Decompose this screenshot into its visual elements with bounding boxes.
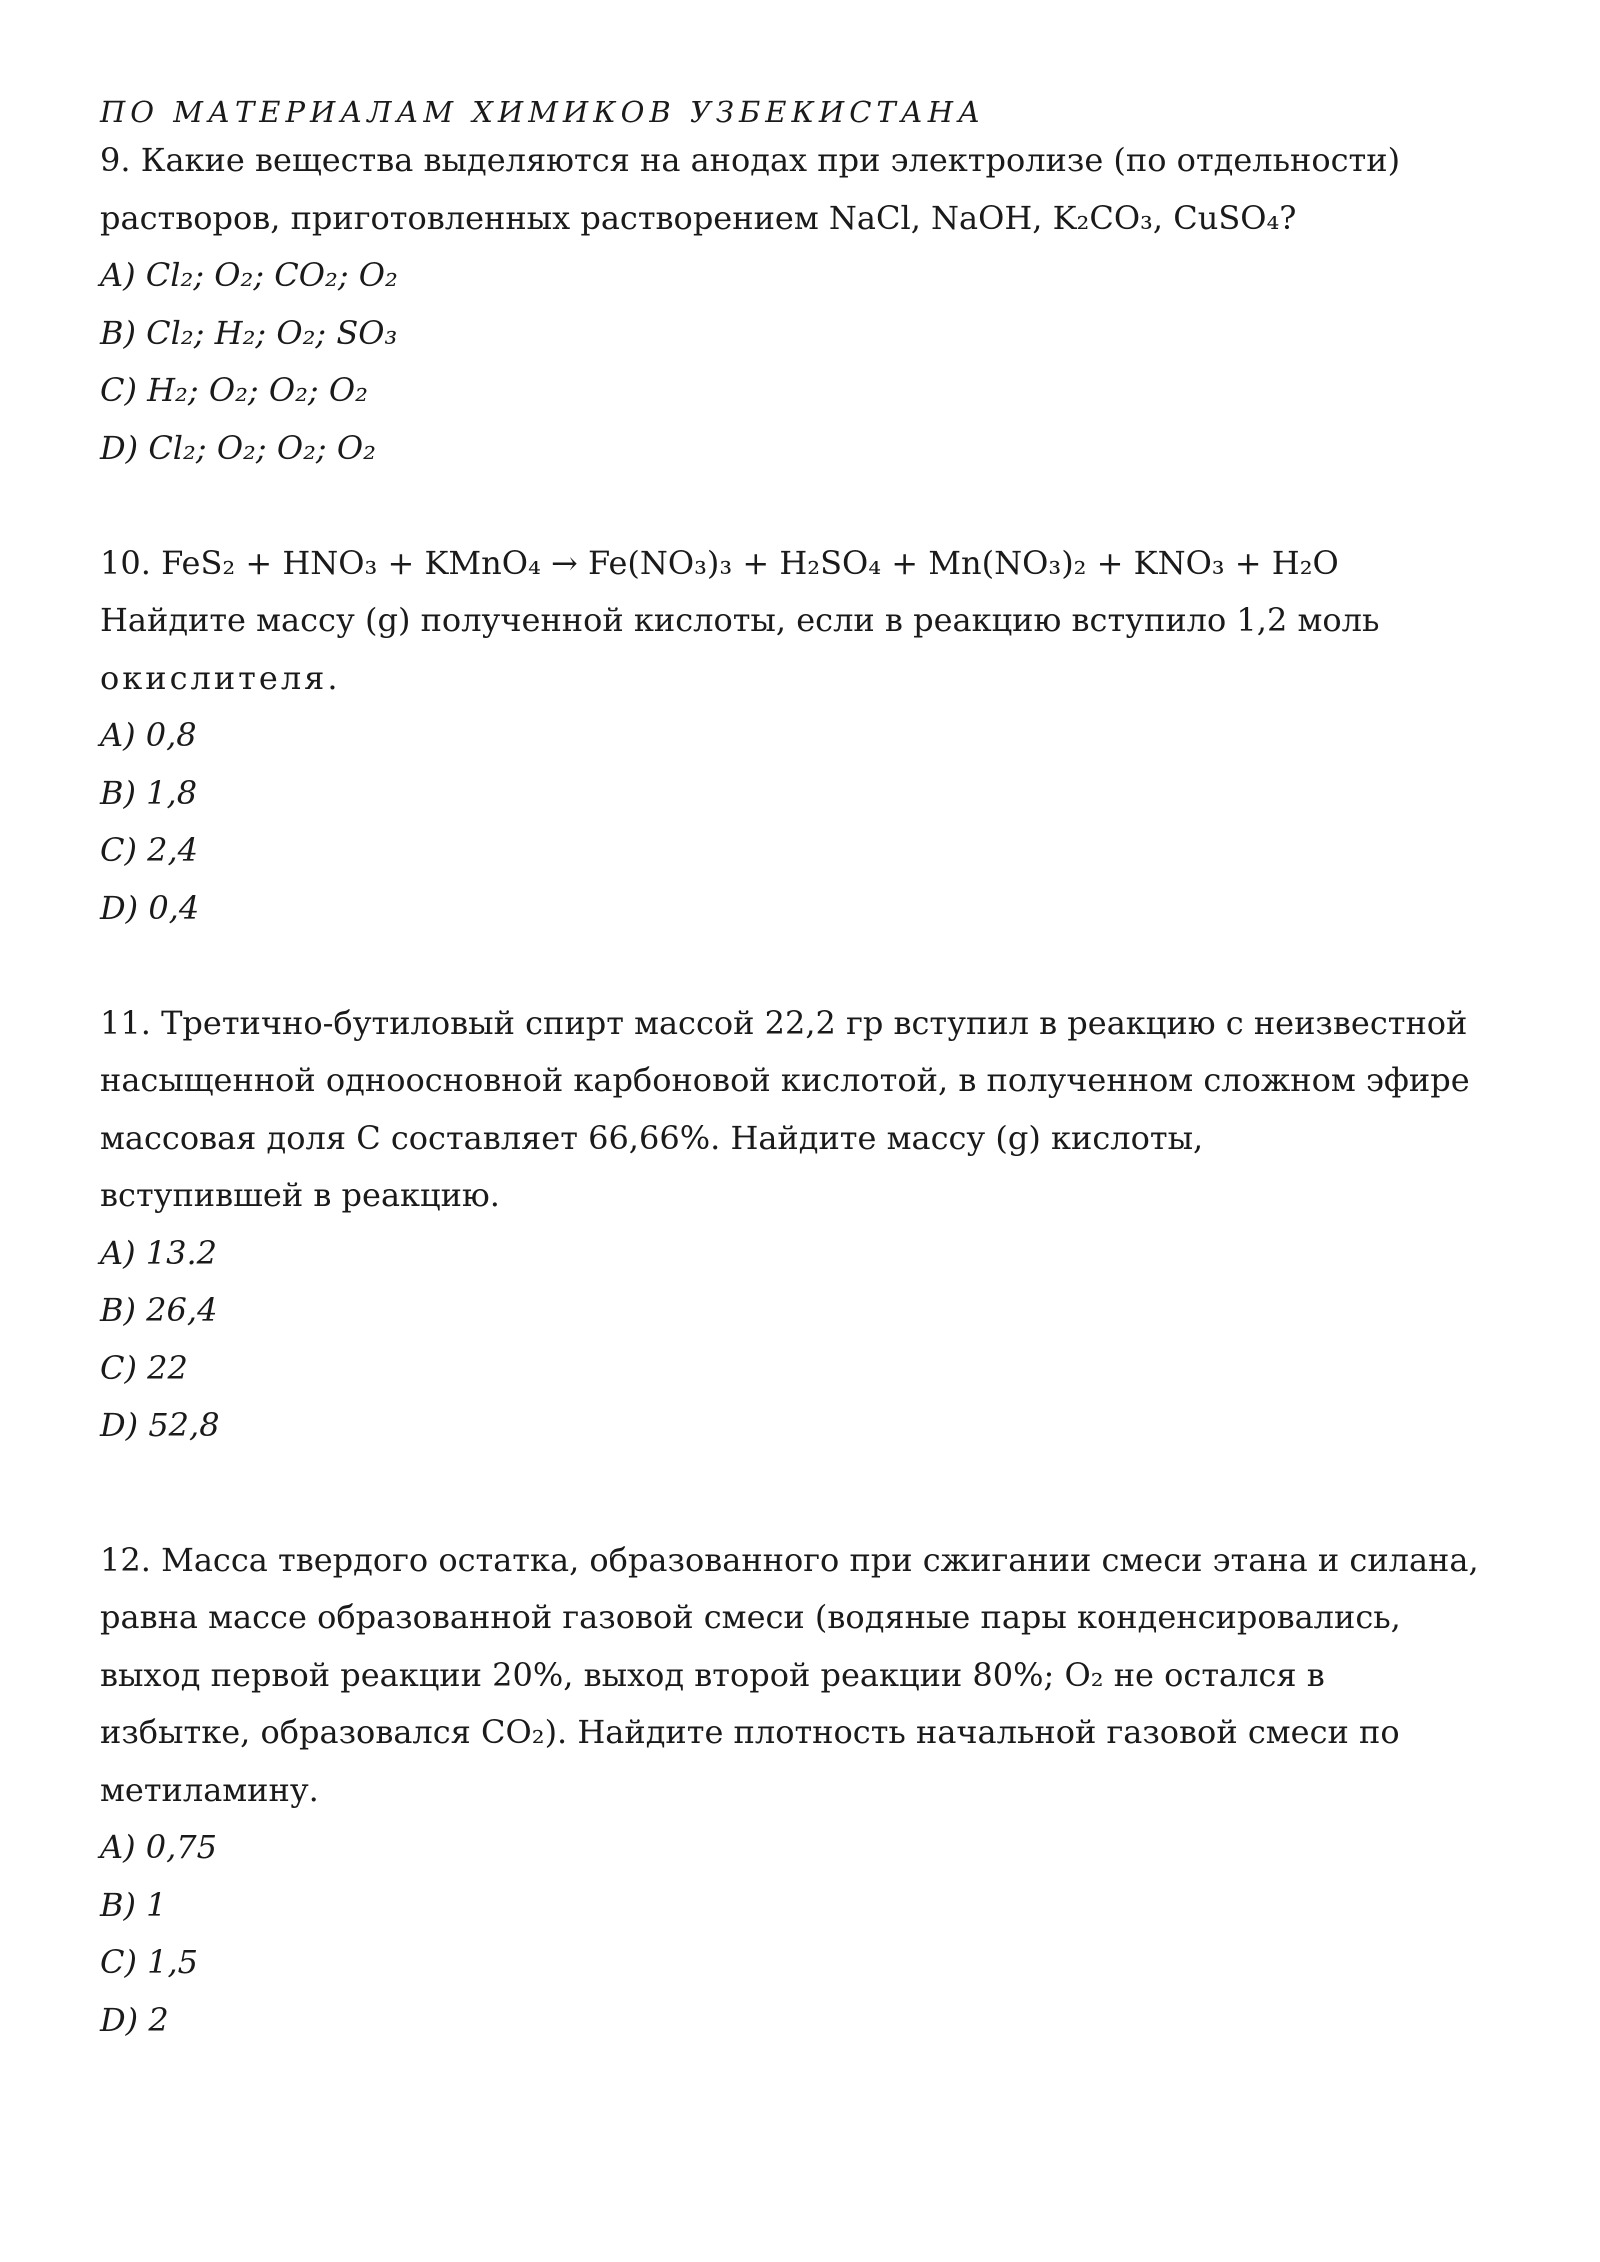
answer-option-d: D) 2 — [100, 2000, 169, 2039]
question-text-line: 9. Какие вещества выделяются на анодах при электролизе (по отдельности) — [100, 141, 1401, 179]
question-text-line: насыщенной одноосновной карбоновой кислотой, в полученном сложном эфире — [100, 1061, 1470, 1099]
question-text-line: вступившей в реакцию. — [100, 1176, 500, 1214]
question-11 — [100, 995, 1520, 1455]
answer-option-c: C) 22 — [100, 1348, 188, 1387]
answer-option-a: A) 13.2 — [100, 1233, 218, 1272]
document-page — [100, 92, 1520, 2049]
question-text-line: выход первой реакции 20%, выход второй реакции 80%; O₂ не остался в — [100, 1655, 1325, 1694]
answer-option-c: C) H₂; O₂; O₂; O₂ — [100, 371, 368, 409]
question-text-line: 11. Третично-бутиловый спирт массой 22,2 гр вступил в реакцию с неизвестной — [100, 1003, 1468, 1042]
question-text-line: растворов, приготовленных растворением NaCl, NaOH, K₂CO₃, CuSO₄? — [100, 198, 1297, 237]
answer-option-c: C) 1,5 — [100, 1943, 199, 1981]
spacer — [100, 1455, 1520, 1532]
question-text-line: равна массе образованной газовой смеси (водяные пары конденсировались, — [100, 1598, 1401, 1636]
question-9 — [100, 132, 1520, 477]
answer-option-d: D) 52,8 — [100, 1406, 220, 1444]
answer-option-d: D) Cl₂; O₂; O₂; O₂ — [100, 428, 376, 467]
question-text-line: окислителя. — [100, 658, 341, 697]
answer-option-c: C) 2,4 — [100, 831, 199, 869]
answer-option-b: B) 1,8 — [100, 773, 198, 812]
document-header: ПО МАТЕРИАЛАМ ХИМИКОВ УЗБЕКИСТАНА — [100, 95, 985, 129]
answer-option-b: B) 26,4 — [100, 1291, 218, 1329]
question-10 — [100, 535, 1520, 938]
answer-option-b: B) 1 — [100, 1885, 167, 1924]
question-text-line: избытке, образовался CO₂). Найдите плотность начальной газовой смеси по — [100, 1713, 1400, 1751]
spacer — [100, 937, 1520, 995]
answer-option-d: D) 0,4 — [100, 888, 200, 927]
question-text-line: метиламину. — [100, 1770, 319, 1809]
answer-option-a: A) 0,8 — [100, 716, 197, 754]
question-12 — [100, 1532, 1520, 2050]
question-text-line: Найдите массу (g) полученной кислоты, если в реакцию вступило 1,2 моль — [100, 601, 1380, 639]
question-equation-line: 10. FeS₂ + HNO₃ + KMnO₄ → Fe(NO₃)₃ + H₂SO₄ + Mn(NO₃)₂ + KNO₃ + H₂O — [100, 543, 1339, 582]
answer-option-b: B) Cl₂; H₂; O₂; SO₃ — [100, 313, 398, 352]
answer-option-a: A) 0,75 — [100, 1828, 218, 1866]
question-text-line: массовая доля C составляет 66,66%. Найдите массу (g) кислоты, — [100, 1118, 1204, 1157]
question-text-line: 12. Масса твердого остатка, образованного при сжигании смеси этана и силана, — [100, 1540, 1479, 1579]
spacer — [100, 477, 1520, 535]
answer-option-a: A) Cl₂; O₂; CO₂; O₂ — [100, 256, 398, 294]
